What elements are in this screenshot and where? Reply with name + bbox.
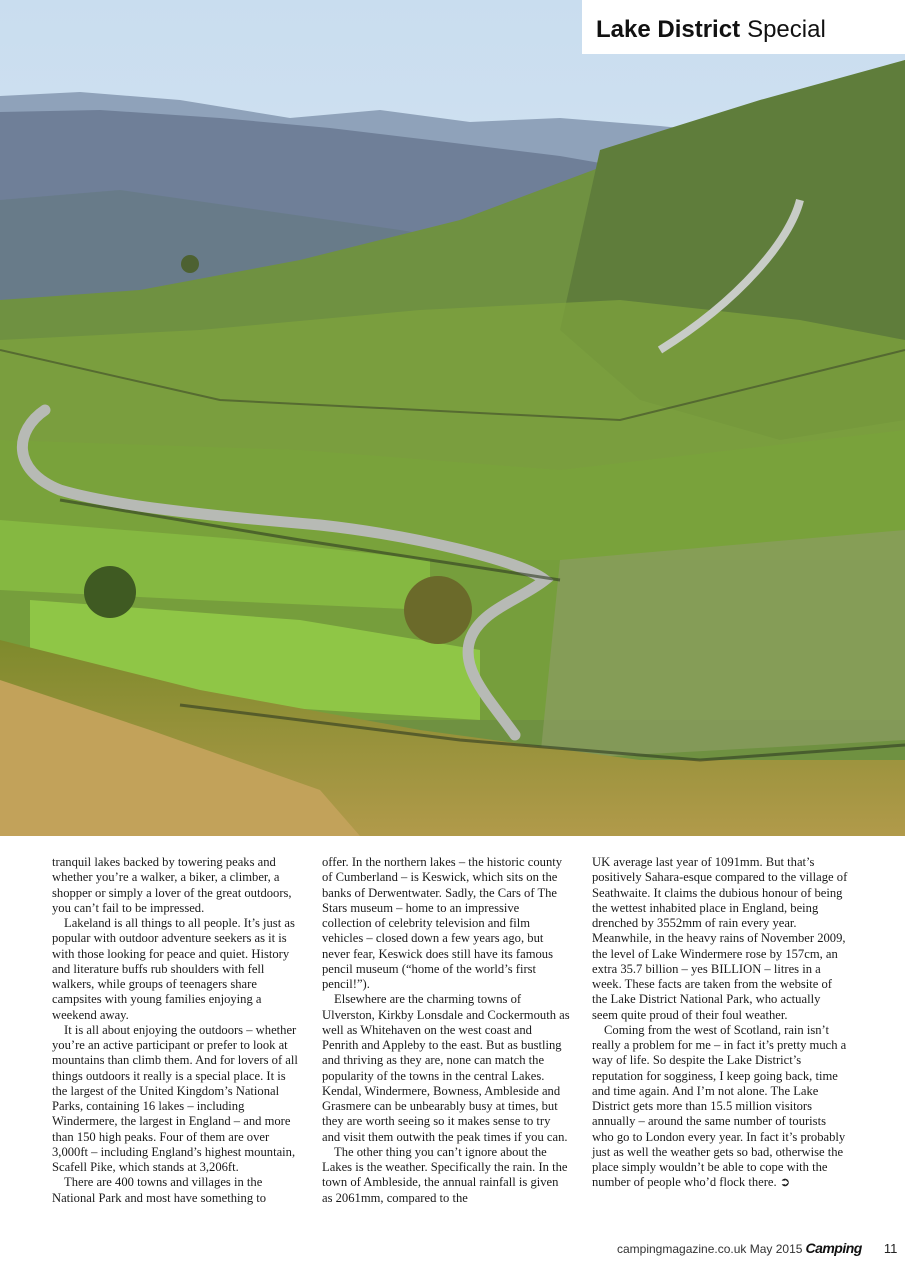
paragraph: Coming from the west of Scotland, rain isn’t really a problem for me – in fact it’s pretty much a way of life. So despite the Lake District’s reputation for sogginess, I keep going back, time and time again. And I’m not alone. The Lake District gets more than 15.5 million visitors annually – around the same number of tourists who go to London every year. In fact it’s probably just as well the weather gets so bad, otherwise the place simply wouldn’t be able to cope with the number of people who’d flock there. ➲ [592,1022,847,1190]
page-number: 11 [883,1241,898,1256]
paragraph: Lakeland is all things to all people. It’s just as popular with outdoor adventure seekers as it is with those looking for peace and quiet. History and literature buffs rub shoulders with fell walkers, while groups of teenagers share campsites with young families enjoying a weekend away. [52,916,295,1022]
paragraph: Elsewhere are the charming towns of Ulverston, Kirkby Lonsdale and Cockermouth as well as Whitehaven on the west coast and Penrith and Appleby to the east. But as bustling and thriving as they are, none can match the popularity of the towns in the central Lakes. Kendal, Windermere, Bowness, Ambleside and Grasmere can be unbearably busy at times, but they are worth seeing so it makes sense to try and visit them outwith the peak times if you can. [322,992,570,1144]
paragraph: tranquil lakes backed by towering peaks and whether you’re a walker, a biker, a climber, a shopper or simply a lover of the great outdoors, you can’t fail to be impressed. [52,855,292,915]
article-column-3 [592,855,848,1191]
footer-site: campingmagazine.co.uk [617,1242,747,1256]
header-title-bold: Lake District [596,16,741,43]
header-title-light: Special [747,16,826,43]
paragraph: offer. In the northern lakes – the historic county of Cumberland – is Keswick, which sits on the banks of Derwentwater. Sadly, the Cars of The Stars museum – home to an impressive collection of celebrity television and film vehicles – closed down a few years ago, but never fear, Keswick does still have its famous pencil museum (“home of the world’s first pencil!”). [322,855,563,991]
section-header [596,16,826,44]
paragraph: It is all about enjoying the outdoors – whether you’re an active participant or prefer to look at mountains than climb them. And for lovers of all things outdoors it really is a special place. It is the largest of the United Kingdom’s National Parks, containing 16 lakes – including Windermere, the largest in England – and more than 150 high peaks. Four of them are over 3,000ft – including England’s highest mountain, Scafell Pike, which stands at 3,206ft. [52,1022,298,1174]
paragraph: There are 400 towns and villages in the National Park and most have something to [52,1175,267,1205]
footer-issue: May 2015 [749,1242,803,1256]
article-column-1 [52,855,300,1206]
article-column-2 [322,855,570,1206]
paragraph: The other thing you can’t ignore about the Lakes is the weather. Specifically the rain. In the town of Ambleside, the annual rainfall is given as 2061mm, compared to the [322,1144,568,1205]
page-footer [617,1240,897,1256]
footer-brand: Camping [805,1240,862,1256]
paragraph: UK average last year of 1091mm. But that’s positively Sahara-esque compared to the village of Seathwaite. It claims the dubious honour of being the wettest inhabited place in England, being drenched by 3552mm of rain every year. Meanwhile, in the heavy rains of November 2009, the level of Lake Windermere rose by 157cm, an extra 35.7 billion – yes BILLION – litres in a week. These facts are taken from the website of the Lake District National Park, who actually seem quite proud of their foul weather. [592,855,848,1022]
